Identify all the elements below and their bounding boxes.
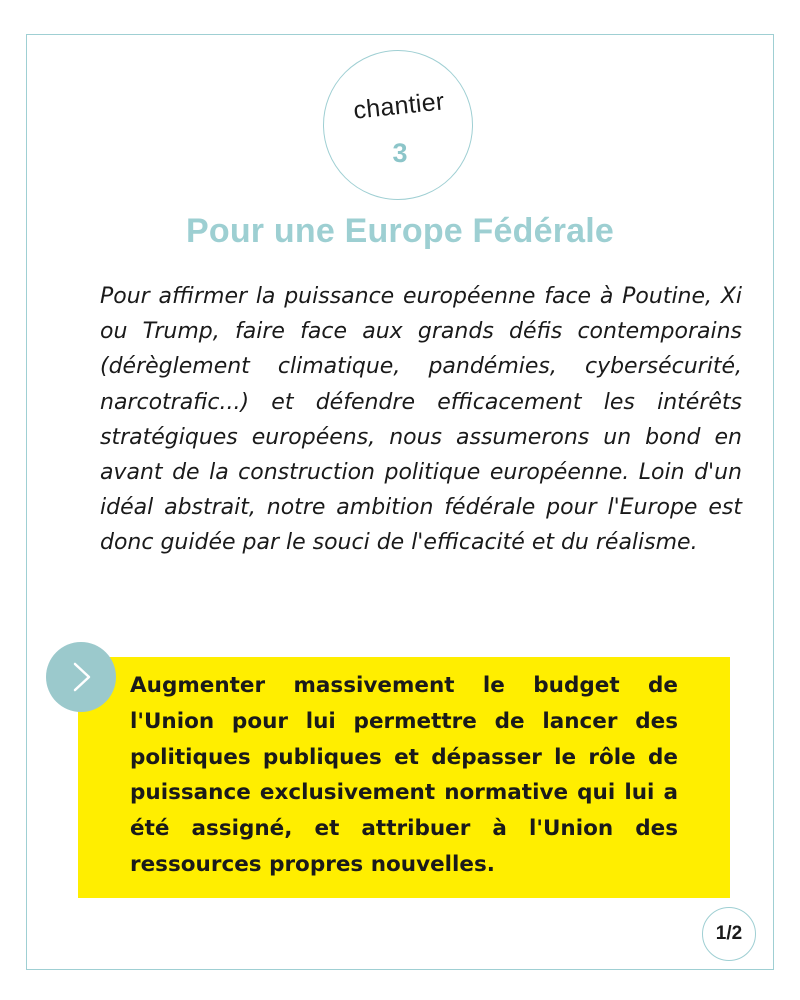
chevron-right-icon	[46, 642, 116, 712]
proposal-arrow-button	[46, 642, 116, 712]
page-title: Pour une Europe Fédérale	[185, 212, 614, 250]
proposal-text: Augmenter massivement le budget de l'Union pour lui permettre de lancer des politiques publiques et dépasser le rôle de puissance exclusivement normative qui lui a été assigné, et attribuer à l'Union des ressources propres nouvelles.	[130, 673, 678, 877]
chapter-badge-label: chantier	[352, 87, 446, 125]
chapter-badge-number: 3	[392, 138, 408, 168]
page-indicator: 1/2	[702, 907, 756, 961]
intro-paragraph: Pour affirmer la puissance européenne face à Poutine, Xi ou Trump, faire face aux grands défis contemporains (dérèglement climatique, pandémies, cybersécurité, narcotrafic...) et défendre efficacement les intérêts stratégiques européens, nous assumerons un bond en avant de la construction politique européenne. Loin d'un idéal abstrait, notre ambition fédérale pour l'Europe est donc guidée par le souci de l'efficacité et du réalisme.	[100, 284, 742, 556]
